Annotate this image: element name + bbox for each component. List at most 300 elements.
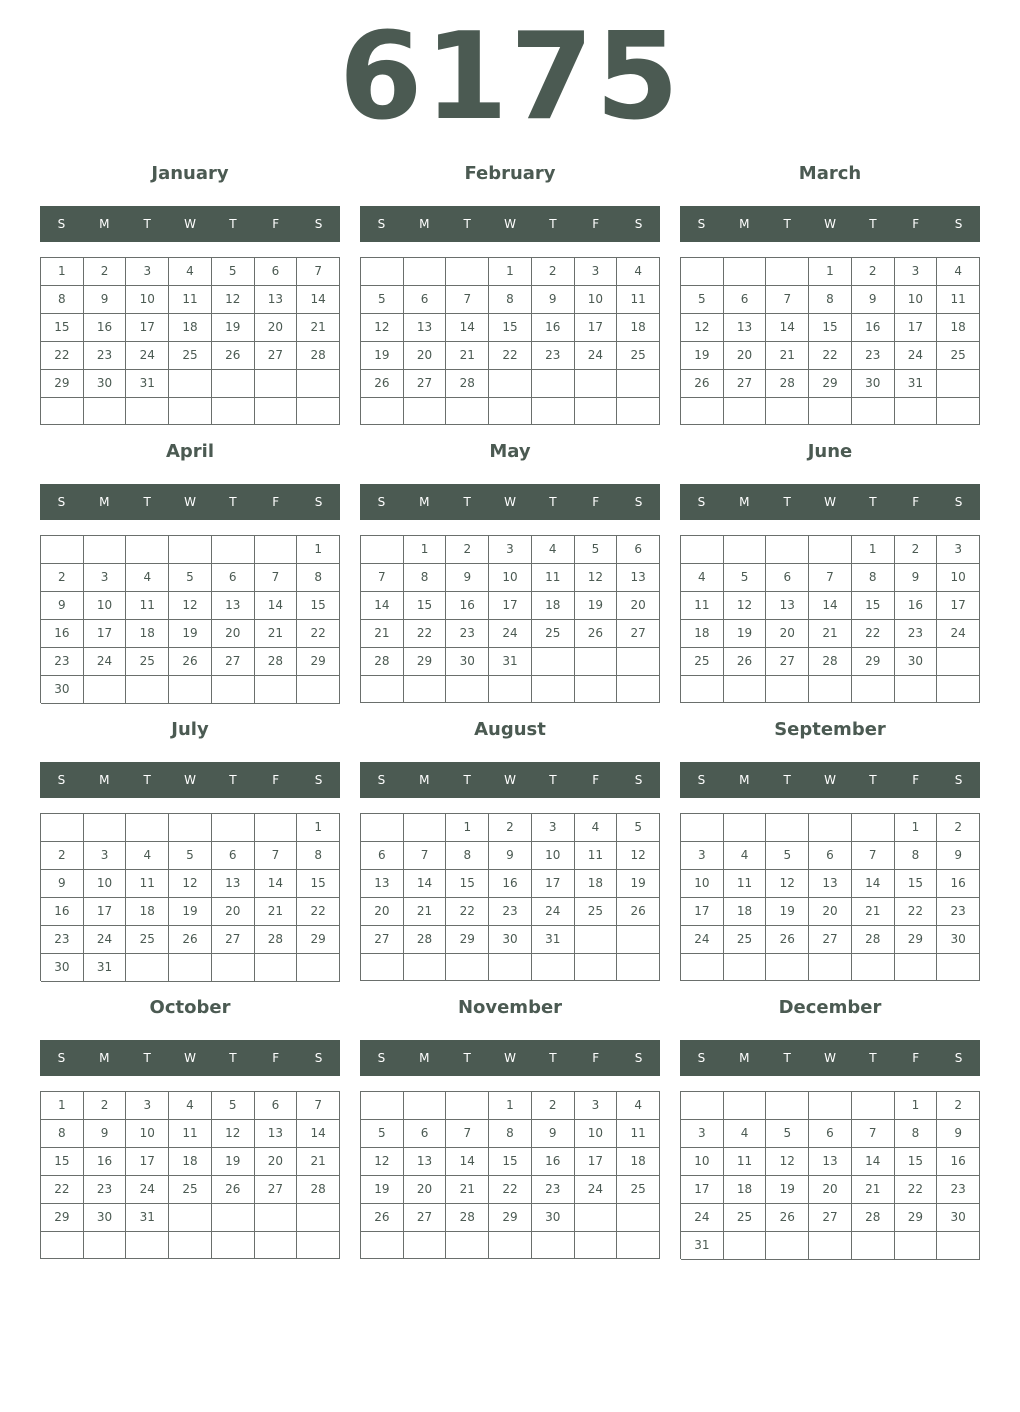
- empty-day-cell: [617, 1232, 660, 1259]
- day-cell: 18: [169, 314, 212, 342]
- day-cell: 16: [937, 870, 980, 898]
- day-cell: 22: [297, 898, 340, 926]
- day-cell: 19: [766, 1176, 809, 1204]
- empty-day-cell: [809, 536, 852, 564]
- day-cell: 22: [446, 898, 489, 926]
- month-name: April: [165, 441, 215, 462]
- weekday-label: M: [419, 1051, 430, 1065]
- weekday-label: S: [634, 773, 643, 787]
- day-cell: 16: [532, 1148, 575, 1176]
- empty-day-cell: [681, 1092, 724, 1120]
- weekday-label: W: [184, 495, 196, 509]
- day-cell: 21: [446, 1176, 489, 1204]
- day-cell: 11: [937, 286, 980, 314]
- day-cell: 26: [212, 1176, 255, 1204]
- weekday-header: [40, 1040, 340, 1076]
- day-cell: 7: [446, 1120, 489, 1148]
- day-cell: 2: [895, 536, 938, 564]
- empty-day-cell: [169, 954, 212, 982]
- empty-day-cell: [895, 954, 938, 981]
- day-cell: 9: [446, 564, 489, 592]
- day-cell: 18: [532, 592, 575, 620]
- day-grid: [680, 535, 980, 703]
- empty-day-cell: [575, 398, 618, 425]
- weekday-label: T: [143, 495, 151, 509]
- weekday-label: T: [463, 773, 471, 787]
- day-cell: 30: [446, 648, 489, 676]
- day-cell: 15: [852, 592, 895, 620]
- day-cell: 26: [169, 926, 212, 954]
- day-cell: 16: [446, 592, 489, 620]
- empty-day-cell: [809, 814, 852, 842]
- empty-day-cell: [446, 398, 489, 425]
- weekday-label: W: [184, 773, 196, 787]
- day-cell: 9: [84, 1120, 127, 1148]
- day-cell: 1: [41, 258, 84, 286]
- day-cell: 13: [724, 314, 767, 342]
- day-cell: 7: [404, 842, 447, 870]
- day-cell: 17: [681, 898, 724, 926]
- month-name: November: [457, 997, 563, 1018]
- weekday-label: T: [463, 217, 471, 231]
- day-cell: 27: [617, 620, 660, 648]
- weekday-label: S: [697, 495, 706, 509]
- empty-day-cell: [169, 370, 212, 398]
- day-cell: 2: [937, 814, 980, 842]
- day-cell: 21: [809, 620, 852, 648]
- empty-day-cell: [724, 676, 767, 703]
- empty-day-cell: [766, 536, 809, 564]
- weekday-label: F: [272, 1051, 280, 1065]
- day-cell: 15: [489, 1148, 532, 1176]
- empty-day-cell: [41, 398, 84, 425]
- day-cell: 13: [255, 1120, 298, 1148]
- day-cell: 3: [681, 842, 724, 870]
- empty-day-cell: [532, 1232, 575, 1259]
- day-cell: 22: [895, 1176, 938, 1204]
- month-name: December: [778, 997, 882, 1018]
- day-cell: 11: [575, 842, 618, 870]
- day-cell: 13: [404, 314, 447, 342]
- day-cell: 16: [41, 898, 84, 926]
- empty-day-cell: [617, 398, 660, 425]
- weekday-header: [40, 206, 340, 242]
- day-cell: 10: [126, 1120, 169, 1148]
- day-cell: 25: [617, 1176, 660, 1204]
- day-cell: 10: [681, 1148, 724, 1176]
- day-cell: 18: [617, 314, 660, 342]
- weekday-label: T: [549, 1051, 557, 1065]
- empty-day-cell: [575, 1232, 618, 1259]
- day-cell: 9: [937, 1120, 980, 1148]
- day-cell: 2: [84, 258, 127, 286]
- day-cell: 29: [404, 648, 447, 676]
- day-cell: 26: [212, 342, 255, 370]
- empty-day-cell: [212, 814, 255, 842]
- day-grid: [680, 1091, 980, 1259]
- empty-day-cell: [724, 1232, 767, 1260]
- day-cell: 26: [766, 926, 809, 954]
- empty-day-cell: [361, 1232, 404, 1259]
- day-cell: 26: [575, 620, 618, 648]
- month-name: January: [151, 163, 229, 184]
- day-cell: 17: [681, 1176, 724, 1204]
- day-cell: 22: [895, 898, 938, 926]
- day-cell: 12: [617, 842, 660, 870]
- day-cell: 2: [937, 1092, 980, 1120]
- day-cell: 22: [41, 1176, 84, 1204]
- day-cell: 1: [446, 814, 489, 842]
- weekday-label: F: [592, 773, 600, 787]
- weekday-label: M: [739, 1051, 750, 1065]
- day-cell: 2: [532, 258, 575, 286]
- weekday-label: W: [184, 1051, 196, 1065]
- day-cell: 5: [617, 814, 660, 842]
- day-cell: 28: [446, 1204, 489, 1232]
- day-cell: 17: [937, 592, 980, 620]
- day-cell: 11: [617, 286, 660, 314]
- empty-day-cell: [126, 536, 169, 564]
- day-cell: 23: [84, 1176, 127, 1204]
- day-cell: 24: [681, 1204, 724, 1232]
- day-cell: 3: [895, 258, 938, 286]
- empty-day-cell: [212, 536, 255, 564]
- day-cell: 16: [937, 1148, 980, 1176]
- day-cell: 20: [361, 898, 404, 926]
- empty-day-cell: [169, 398, 212, 425]
- weekday-label: W: [824, 217, 836, 231]
- month-name: June: [807, 441, 853, 462]
- day-cell: 14: [297, 286, 340, 314]
- day-cell: 25: [532, 620, 575, 648]
- day-cell: 8: [809, 286, 852, 314]
- day-cell: 6: [809, 1120, 852, 1148]
- day-cell: 12: [724, 592, 767, 620]
- empty-day-cell: [575, 370, 618, 398]
- weekday-header: [680, 484, 980, 520]
- empty-day-cell: [724, 398, 767, 425]
- day-cell: 18: [681, 620, 724, 648]
- day-cell: 18: [126, 898, 169, 926]
- day-cell: 14: [255, 592, 298, 620]
- day-grid: [680, 813, 980, 981]
- day-cell: 7: [766, 286, 809, 314]
- day-cell: 6: [255, 258, 298, 286]
- empty-day-cell: [617, 370, 660, 398]
- day-cell: 6: [404, 1120, 447, 1148]
- day-cell: 27: [361, 926, 404, 954]
- day-cell: 22: [297, 620, 340, 648]
- day-cell: 14: [255, 870, 298, 898]
- day-cell: 6: [404, 286, 447, 314]
- day-cell: 14: [404, 870, 447, 898]
- day-cell: 15: [41, 314, 84, 342]
- day-cell: 10: [575, 286, 618, 314]
- weekday-header: [360, 206, 660, 242]
- day-cell: 24: [126, 342, 169, 370]
- empty-day-cell: [404, 676, 447, 703]
- weekday-label: S: [954, 495, 963, 509]
- day-cell: 20: [404, 1176, 447, 1204]
- empty-day-cell: [681, 814, 724, 842]
- day-cell: 4: [532, 536, 575, 564]
- day-cell: 19: [681, 342, 724, 370]
- empty-day-cell: [532, 954, 575, 981]
- day-cell: 5: [212, 1092, 255, 1120]
- empty-day-cell: [361, 398, 404, 425]
- day-cell: 2: [489, 814, 532, 842]
- day-cell: 10: [895, 286, 938, 314]
- day-cell: 27: [212, 926, 255, 954]
- day-cell: 12: [212, 1120, 255, 1148]
- day-cell: 23: [41, 926, 84, 954]
- empty-day-cell: [404, 1092, 447, 1120]
- day-cell: 28: [446, 370, 489, 398]
- day-cell: 4: [169, 258, 212, 286]
- weekday-label: T: [783, 217, 791, 231]
- empty-day-cell: [255, 1204, 298, 1232]
- day-cell: 26: [361, 370, 404, 398]
- day-cell: 11: [724, 1148, 767, 1176]
- weekday-label: T: [229, 217, 237, 231]
- day-cell: 21: [446, 342, 489, 370]
- day-cell: 3: [489, 536, 532, 564]
- day-cell: 29: [446, 926, 489, 954]
- day-cell: 27: [809, 1204, 852, 1232]
- day-cell: 1: [852, 536, 895, 564]
- day-cell: 4: [937, 258, 980, 286]
- day-cell: 11: [126, 592, 169, 620]
- day-cell: 27: [255, 342, 298, 370]
- weekday-label: S: [314, 495, 323, 509]
- day-cell: 3: [84, 842, 127, 870]
- day-cell: 12: [766, 870, 809, 898]
- empty-day-cell: [766, 398, 809, 425]
- day-grid: [360, 257, 660, 425]
- weekday-label: M: [739, 773, 750, 787]
- day-cell: 3: [84, 564, 127, 592]
- empty-day-cell: [212, 1204, 255, 1232]
- day-cell: 23: [895, 620, 938, 648]
- day-cell: 17: [126, 1148, 169, 1176]
- day-cell: 31: [126, 370, 169, 398]
- empty-day-cell: [937, 954, 980, 981]
- day-cell: 9: [84, 286, 127, 314]
- empty-day-cell: [297, 1204, 340, 1232]
- day-cell: 25: [126, 926, 169, 954]
- day-cell: 25: [126, 648, 169, 676]
- day-cell: 4: [575, 814, 618, 842]
- day-cell: 12: [212, 286, 255, 314]
- empty-day-cell: [126, 814, 169, 842]
- weekday-label: S: [314, 1051, 323, 1065]
- empty-day-cell: [297, 370, 340, 398]
- weekday-label: F: [912, 495, 920, 509]
- year-title: 6175: [339, 8, 681, 147]
- day-cell: 14: [852, 870, 895, 898]
- day-cell: 1: [895, 814, 938, 842]
- empty-day-cell: [404, 398, 447, 425]
- day-cell: 29: [852, 648, 895, 676]
- empty-day-cell: [724, 1092, 767, 1120]
- day-cell: 30: [41, 954, 84, 982]
- day-cell: 5: [169, 564, 212, 592]
- day-cell: 31: [126, 1204, 169, 1232]
- weekday-label: T: [229, 1051, 237, 1065]
- empty-day-cell: [937, 370, 980, 398]
- day-cell: 8: [895, 842, 938, 870]
- day-cell: 13: [212, 592, 255, 620]
- empty-day-cell: [575, 676, 618, 703]
- day-cell: 21: [255, 620, 298, 648]
- day-cell: 22: [489, 342, 532, 370]
- empty-day-cell: [446, 1092, 489, 1120]
- empty-day-cell: [126, 1232, 169, 1259]
- day-grid: [40, 813, 340, 981]
- day-cell: 5: [212, 258, 255, 286]
- day-cell: 23: [937, 1176, 980, 1204]
- day-cell: 20: [809, 1176, 852, 1204]
- day-cell: 10: [84, 870, 127, 898]
- day-cell: 14: [766, 314, 809, 342]
- month-name: September: [774, 719, 886, 740]
- weekday-label: S: [57, 495, 66, 509]
- day-cell: 14: [852, 1148, 895, 1176]
- weekday-label: T: [143, 1051, 151, 1065]
- day-cell: 21: [404, 898, 447, 926]
- empty-day-cell: [809, 1232, 852, 1260]
- day-cell: 20: [404, 342, 447, 370]
- day-cell: 2: [532, 1092, 575, 1120]
- day-cell: 4: [617, 1092, 660, 1120]
- day-cell: 20: [212, 898, 255, 926]
- weekday-label: S: [377, 217, 386, 231]
- day-cell: 4: [617, 258, 660, 286]
- empty-day-cell: [809, 954, 852, 981]
- empty-day-cell: [361, 954, 404, 981]
- day-cell: 14: [361, 592, 404, 620]
- day-cell: 21: [297, 1148, 340, 1176]
- day-cell: 17: [126, 314, 169, 342]
- empty-day-cell: [575, 1204, 618, 1232]
- day-cell: 23: [84, 342, 127, 370]
- day-cell: 9: [532, 1120, 575, 1148]
- day-cell: 10: [532, 842, 575, 870]
- day-cell: 17: [532, 870, 575, 898]
- empty-day-cell: [617, 1204, 660, 1232]
- day-cell: 16: [489, 870, 532, 898]
- day-cell: 14: [297, 1120, 340, 1148]
- day-cell: 13: [766, 592, 809, 620]
- empty-day-cell: [126, 954, 169, 982]
- day-cell: 15: [489, 314, 532, 342]
- day-cell: 30: [489, 926, 532, 954]
- day-cell: 29: [809, 370, 852, 398]
- day-cell: 7: [297, 258, 340, 286]
- day-cell: 11: [724, 870, 767, 898]
- day-cell: 9: [41, 592, 84, 620]
- weekday-label: F: [272, 773, 280, 787]
- day-cell: 1: [41, 1092, 84, 1120]
- day-cell: 2: [84, 1092, 127, 1120]
- day-cell: 9: [852, 286, 895, 314]
- day-cell: 13: [809, 870, 852, 898]
- day-cell: 4: [724, 842, 767, 870]
- day-cell: 18: [126, 620, 169, 648]
- empty-day-cell: [297, 398, 340, 425]
- day-cell: 12: [361, 314, 404, 342]
- weekday-label: S: [954, 1051, 963, 1065]
- day-cell: 17: [575, 1148, 618, 1176]
- day-cell: 15: [446, 870, 489, 898]
- day-cell: 12: [766, 1148, 809, 1176]
- empty-day-cell: [84, 398, 127, 425]
- empty-day-cell: [489, 1232, 532, 1259]
- day-cell: 13: [404, 1148, 447, 1176]
- day-cell: 22: [41, 342, 84, 370]
- day-cell: 15: [895, 1148, 938, 1176]
- day-cell: 9: [895, 564, 938, 592]
- day-cell: 23: [852, 342, 895, 370]
- day-cell: 17: [575, 314, 618, 342]
- day-cell: 5: [169, 842, 212, 870]
- weekday-label: M: [99, 1051, 110, 1065]
- weekday-label: W: [504, 217, 516, 231]
- day-cell: 11: [681, 592, 724, 620]
- day-cell: 28: [297, 1176, 340, 1204]
- empty-day-cell: [361, 814, 404, 842]
- day-cell: 5: [361, 286, 404, 314]
- day-cell: 11: [169, 1120, 212, 1148]
- empty-day-cell: [766, 258, 809, 286]
- day-cell: 6: [617, 536, 660, 564]
- day-cell: 10: [489, 564, 532, 592]
- weekday-label: S: [57, 217, 66, 231]
- empty-day-cell: [255, 1232, 298, 1259]
- day-cell: 22: [404, 620, 447, 648]
- empty-day-cell: [404, 1232, 447, 1259]
- day-cell: 5: [681, 286, 724, 314]
- day-cell: 15: [297, 870, 340, 898]
- weekday-label: T: [783, 773, 791, 787]
- empty-day-cell: [809, 676, 852, 703]
- empty-day-cell: [212, 676, 255, 704]
- empty-day-cell: [404, 258, 447, 286]
- day-cell: 20: [617, 592, 660, 620]
- weekday-label: T: [549, 217, 557, 231]
- weekday-label: T: [783, 1051, 791, 1065]
- empty-day-cell: [681, 676, 724, 703]
- empty-day-cell: [255, 398, 298, 425]
- day-cell: 9: [489, 842, 532, 870]
- day-cell: 2: [852, 258, 895, 286]
- day-cell: 6: [255, 1092, 298, 1120]
- weekday-header: [680, 1040, 980, 1076]
- empty-day-cell: [41, 1232, 84, 1259]
- day-cell: 7: [852, 842, 895, 870]
- day-cell: 5: [724, 564, 767, 592]
- day-cell: 3: [575, 1092, 618, 1120]
- weekday-label: T: [783, 495, 791, 509]
- weekday-label: T: [463, 1051, 471, 1065]
- empty-day-cell: [297, 954, 340, 982]
- weekday-label: T: [869, 495, 877, 509]
- day-cell: 27: [724, 370, 767, 398]
- empty-day-cell: [169, 1232, 212, 1259]
- day-cell: 24: [84, 648, 127, 676]
- weekday-label: M: [99, 495, 110, 509]
- weekday-label: M: [419, 773, 430, 787]
